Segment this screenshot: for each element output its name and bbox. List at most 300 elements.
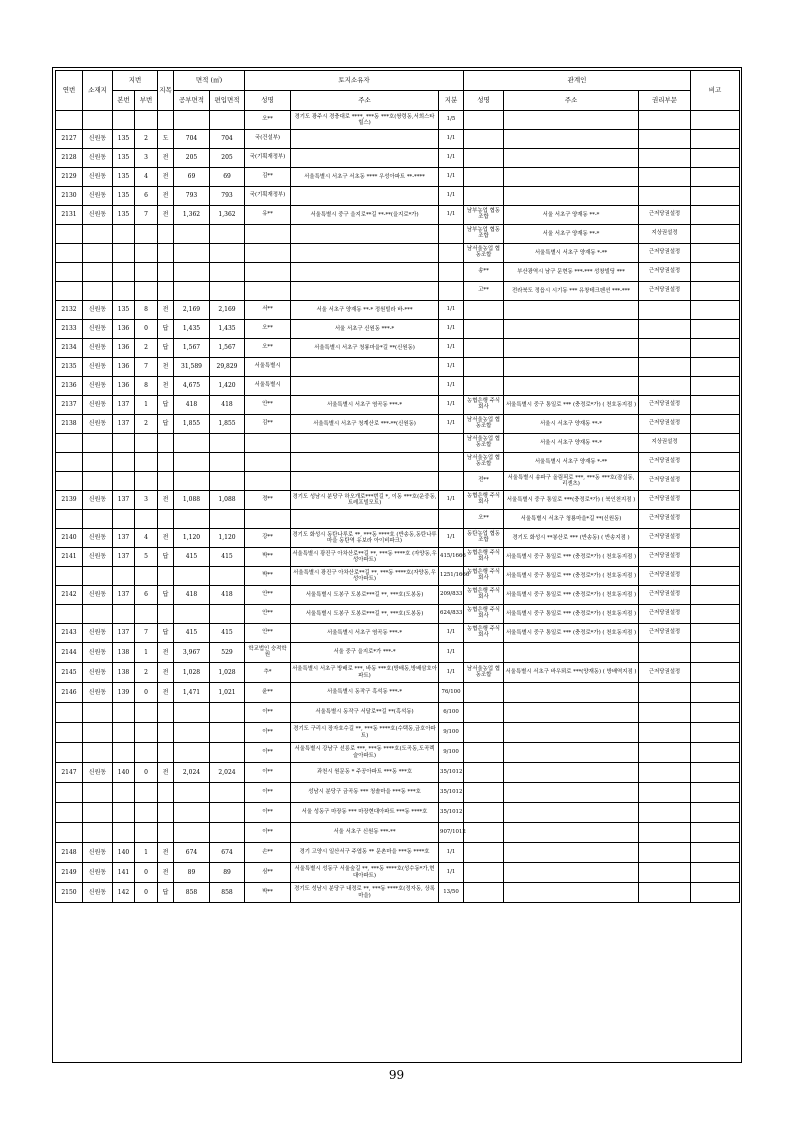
table-row xyxy=(56,111,740,130)
cell-party-name xyxy=(464,803,504,823)
cell-incorporated-area: 674 xyxy=(210,843,245,863)
cell-party-address: 서울특별시 중구 통일로 *** (충정로*가) ( 천호동지점 ) xyxy=(504,605,639,624)
cell-serial xyxy=(56,783,83,803)
cell-owner-address xyxy=(291,244,439,263)
cell-location: 신원동 xyxy=(83,377,113,396)
cell-party-address: 서울특별시 중구 통일로 *** (충정로*가) ( 천호동지점 ) xyxy=(504,624,639,643)
cell-owner-address xyxy=(291,377,439,396)
cell-party-address: 서울 서초구 양재동 **-* xyxy=(504,225,639,244)
cell-land-category xyxy=(158,567,174,586)
cell-owner-address: 과천시 원문동 * 주공아파트 ***동 ***호 xyxy=(291,763,439,783)
cell-land-category: 전 xyxy=(158,301,174,320)
table-row xyxy=(56,586,740,605)
cell-right-type xyxy=(639,301,691,320)
cell-incorporated-area xyxy=(210,723,245,743)
cell-owner-name: 정** xyxy=(245,491,291,510)
cell-party-name: 동탄농업 협동조합 xyxy=(464,529,504,548)
cell-share: 1/1 xyxy=(439,168,464,187)
cell-party-name xyxy=(464,743,504,763)
cell-party-name: 전** xyxy=(464,472,504,491)
cell-location: 신원동 xyxy=(83,529,113,548)
header-party-name: 성명 xyxy=(464,91,504,111)
cell-land-category xyxy=(158,225,174,244)
cell-land-category xyxy=(158,434,174,453)
cell-official-area: 418 xyxy=(174,396,210,415)
cell-party-name xyxy=(464,823,504,843)
cell-location xyxy=(83,510,113,529)
cell-serial xyxy=(56,567,83,586)
cell-party-address xyxy=(504,643,639,663)
cell-main-lot: 137 xyxy=(113,491,135,510)
cell-main-lot: 135 xyxy=(113,301,135,320)
cell-incorporated-area: 205 xyxy=(210,149,245,168)
cell-land-category: 전 xyxy=(158,683,174,703)
cell-right-type xyxy=(639,863,691,883)
cell-party-address xyxy=(504,723,639,743)
cell-serial xyxy=(56,244,83,263)
cell-party-name: 고** xyxy=(464,282,504,301)
cell-remarks xyxy=(691,605,740,624)
table-row xyxy=(56,339,740,358)
cell-share: 1/1 xyxy=(439,491,464,510)
cell-owner-name xyxy=(245,225,291,244)
cell-official-area xyxy=(174,453,210,472)
cell-right-type: 근저당권설정 xyxy=(639,491,691,510)
cell-share: 35/1012 xyxy=(439,803,464,823)
cell-location: 신원동 xyxy=(83,415,113,434)
table-row xyxy=(56,783,740,803)
table-row xyxy=(56,415,740,434)
cell-serial: 2136 xyxy=(56,377,83,396)
cell-sub-lot: 2 xyxy=(135,339,158,358)
cell-official-area: 704 xyxy=(174,130,210,149)
cell-share: 76/100 xyxy=(439,683,464,703)
cell-owner-name xyxy=(245,510,291,529)
cell-right-type xyxy=(639,111,691,130)
cell-incorporated-area xyxy=(210,803,245,823)
header-land-owner: 토지소유자 xyxy=(245,71,464,91)
cell-party-address xyxy=(504,743,639,763)
cell-owner-address: 서울특별시 중구 을지로**길 **-**(을지로*가) xyxy=(291,206,439,225)
cell-main-lot: 137 xyxy=(113,624,135,643)
cell-share: 1/1 xyxy=(439,358,464,377)
cell-owner-address: 서울특별시 도봉구 도봉로***길 **, ***호(도봉동) xyxy=(291,586,439,605)
cell-party-address xyxy=(504,339,639,358)
cell-party-address xyxy=(504,683,639,703)
cell-official-area xyxy=(174,282,210,301)
cell-official-area xyxy=(174,111,210,130)
cell-share: 35/1012 xyxy=(439,763,464,783)
cell-right-type xyxy=(639,763,691,783)
cell-remarks xyxy=(691,396,740,415)
cell-share: 35/1012 xyxy=(439,783,464,803)
cell-owner-name: 김** xyxy=(245,415,291,434)
cell-owner-name: 이** xyxy=(245,703,291,723)
cell-owner-name: 이** xyxy=(245,803,291,823)
cell-location: 신원동 xyxy=(83,491,113,510)
cell-incorporated-area xyxy=(210,783,245,803)
cell-owner-address: 서울특별시 서초구 청계산로 ***-**(신원동) xyxy=(291,415,439,434)
cell-official-area xyxy=(174,434,210,453)
cell-incorporated-area: 2,169 xyxy=(210,301,245,320)
cell-owner-address: 서울특별시 서초구 청룡마을*길 **(신원동) xyxy=(291,339,439,358)
cell-owner-name xyxy=(245,244,291,263)
cell-serial: 2137 xyxy=(56,396,83,415)
cell-serial: 2127 xyxy=(56,130,83,149)
cell-main-lot xyxy=(113,803,135,823)
cell-owner-address: 서울특별시 도봉구 도봉로***길 **, ***호(도봉동) xyxy=(291,605,439,624)
header-official-area: 공부면적 xyxy=(174,91,210,111)
cell-sub-lot xyxy=(135,605,158,624)
cell-party-name: 남부농업 협동조합 xyxy=(464,225,504,244)
header-owner-address: 주소 xyxy=(291,91,439,111)
table-row xyxy=(56,168,740,187)
header-land-category: 지목 xyxy=(158,71,174,111)
cell-incorporated-area xyxy=(210,453,245,472)
cell-owner-name: 박** xyxy=(245,567,291,586)
cell-incorporated-area xyxy=(210,111,245,130)
cell-main-lot: 135 xyxy=(113,149,135,168)
cell-location xyxy=(83,472,113,491)
cell-serial: 2134 xyxy=(56,339,83,358)
cell-remarks xyxy=(691,472,740,491)
cell-party-name xyxy=(464,703,504,723)
cell-party-name xyxy=(464,187,504,206)
cell-main-lot: 142 xyxy=(113,883,135,903)
cell-party-name xyxy=(464,883,504,903)
cell-serial xyxy=(56,225,83,244)
cell-party-address: 부산광역시 남구 문현동 ***-*** 성창빌딩 *** xyxy=(504,263,639,282)
cell-land-category: 답 xyxy=(158,396,174,415)
cell-incorporated-area xyxy=(210,244,245,263)
cell-right-type xyxy=(639,743,691,763)
cell-serial xyxy=(56,723,83,743)
cell-owner-address xyxy=(291,453,439,472)
cell-land-category: 전 xyxy=(158,168,174,187)
cell-serial: 2147 xyxy=(56,763,83,783)
cell-owner-name xyxy=(245,434,291,453)
cell-owner-name: 오** xyxy=(245,339,291,358)
cell-party-address xyxy=(504,187,639,206)
cell-owner-name: 박** xyxy=(245,548,291,567)
cell-remarks xyxy=(691,843,740,863)
cell-party-name: 농협은행 주식회사 xyxy=(464,548,504,567)
cell-share: 1/1 xyxy=(439,529,464,548)
cell-sub-lot: 0 xyxy=(135,863,158,883)
cell-right-type xyxy=(639,149,691,168)
cell-party-name xyxy=(464,643,504,663)
cell-remarks xyxy=(691,703,740,723)
cell-serial: 2130 xyxy=(56,187,83,206)
table-row xyxy=(56,491,740,510)
cell-official-area: 31,589 xyxy=(174,358,210,377)
cell-owner-address xyxy=(291,263,439,282)
cell-party-address xyxy=(504,320,639,339)
cell-share: 1/1 xyxy=(439,377,464,396)
cell-owner-address xyxy=(291,434,439,453)
cell-location xyxy=(83,703,113,723)
cell-location: 신원동 xyxy=(83,663,113,683)
cell-remarks xyxy=(691,586,740,605)
cell-owner-name: 안** xyxy=(245,624,291,643)
cell-party-name xyxy=(464,301,504,320)
cell-serial: 2133 xyxy=(56,320,83,339)
cell-serial xyxy=(56,605,83,624)
cell-remarks xyxy=(691,225,740,244)
table-row xyxy=(56,763,740,783)
cell-land-category xyxy=(158,723,174,743)
cell-party-name xyxy=(464,111,504,130)
cell-remarks xyxy=(691,743,740,763)
cell-sub-lot: 7 xyxy=(135,624,158,643)
cell-land-category xyxy=(158,472,174,491)
cell-location xyxy=(83,743,113,763)
cell-party-name xyxy=(464,863,504,883)
cell-remarks xyxy=(691,548,740,567)
cell-party-name: 오** xyxy=(464,510,504,529)
cell-right-type: 근저당권설정 xyxy=(639,586,691,605)
cell-right-type: 근저당권설정 xyxy=(639,244,691,263)
cell-owner-name: 손** xyxy=(245,843,291,863)
table-row xyxy=(56,863,740,883)
cell-share: 9/100 xyxy=(439,743,464,763)
cell-right-type xyxy=(639,168,691,187)
cell-serial xyxy=(56,472,83,491)
cell-main-lot xyxy=(113,453,135,472)
cell-official-area xyxy=(174,783,210,803)
cell-remarks xyxy=(691,491,740,510)
cell-remarks xyxy=(691,803,740,823)
table-row xyxy=(56,453,740,472)
cell-sub-lot xyxy=(135,111,158,130)
cell-main-lot: 137 xyxy=(113,548,135,567)
cell-owner-address: 성남시 분당구 금곡동 *** 청솔마을 ***동 ***호 xyxy=(291,783,439,803)
cell-right-type: 근저당권설정 xyxy=(639,472,691,491)
cell-incorporated-area xyxy=(210,605,245,624)
cell-party-name xyxy=(464,320,504,339)
cell-remarks xyxy=(691,377,740,396)
cell-land-category: 전 xyxy=(158,491,174,510)
cell-owner-name: 이** xyxy=(245,783,291,803)
cell-serial xyxy=(56,434,83,453)
cell-owner-name: 유** xyxy=(245,206,291,225)
cell-owner-name: 윤** xyxy=(245,683,291,703)
cell-official-area: 205 xyxy=(174,149,210,168)
cell-sub-lot: 8 xyxy=(135,377,158,396)
cell-owner-name: 오** xyxy=(245,111,291,130)
cell-party-name: 농협은행 주식회사 xyxy=(464,624,504,643)
cell-owner-address: 서울특별시 광진구 아차산로**길 **, ***동 ****호(자양동,우성아파트) xyxy=(291,567,439,586)
cell-sub-lot: 6 xyxy=(135,187,158,206)
cell-party-address: 서울 서초구 양재동 **-* xyxy=(504,206,639,225)
table-row xyxy=(56,225,740,244)
cell-land-category: 답 xyxy=(158,339,174,358)
cell-serial: 2128 xyxy=(56,149,83,168)
cell-right-type xyxy=(639,843,691,863)
cell-owner-address: 서울 성동구 마장동 *** 마장현대아파트 ***동 ****호 xyxy=(291,803,439,823)
cell-share xyxy=(439,453,464,472)
header-owner-name: 성명 xyxy=(245,91,291,111)
header-party-address: 주소 xyxy=(504,91,639,111)
cell-land-category: 전 xyxy=(158,863,174,883)
cell-share: 1/1 xyxy=(439,149,464,168)
cell-owner-name xyxy=(245,453,291,472)
cell-main-lot: 139 xyxy=(113,683,135,703)
cell-share: 1/1 xyxy=(439,663,464,683)
cell-right-type xyxy=(639,339,691,358)
land-table xyxy=(55,70,740,903)
cell-incorporated-area xyxy=(210,434,245,453)
cell-party-address: 경기도 화성시 **봉산로 *** (반송동) ( 반송지점 ) xyxy=(504,529,639,548)
cell-right-type xyxy=(639,643,691,663)
cell-official-area xyxy=(174,225,210,244)
cell-land-category: 전 xyxy=(158,663,174,683)
cell-remarks xyxy=(691,130,740,149)
cell-remarks xyxy=(691,883,740,903)
cell-main-lot: 135 xyxy=(113,187,135,206)
cell-main-lot: 135 xyxy=(113,206,135,225)
cell-location: 신원동 xyxy=(83,149,113,168)
cell-party-name: 남서울농업 협동조합 xyxy=(464,244,504,263)
cell-official-area: 89 xyxy=(174,863,210,883)
cell-location: 신원동 xyxy=(83,624,113,643)
cell-right-type xyxy=(639,187,691,206)
cell-owner-name: 이** xyxy=(245,763,291,783)
cell-owner-address: 서울특별시 동작구 흑석동 ***-* xyxy=(291,683,439,703)
cell-sub-lot: 0 xyxy=(135,683,158,703)
cell-right-type: 근저당권설정 xyxy=(639,206,691,225)
cell-official-area xyxy=(174,510,210,529)
cell-incorporated-area: 418 xyxy=(210,396,245,415)
cell-party-address: 서울특별시 중구 통일로 *** (충정로*가) ( 천호동지점 ) xyxy=(504,567,639,586)
cell-incorporated-area: 1,028 xyxy=(210,663,245,683)
cell-owner-name: 서** xyxy=(245,301,291,320)
cell-remarks xyxy=(691,206,740,225)
cell-right-type: 근저당권설정 xyxy=(639,415,691,434)
cell-owner-name: 이** xyxy=(245,743,291,763)
cell-owner-name: 서울특별시 xyxy=(245,377,291,396)
cell-incorporated-area xyxy=(210,703,245,723)
cell-land-category: 전 xyxy=(158,529,174,548)
cell-official-area: 1,855 xyxy=(174,415,210,434)
cell-owner-name xyxy=(245,263,291,282)
cell-sub-lot: 2 xyxy=(135,663,158,683)
cell-serial xyxy=(56,282,83,301)
cell-sub-lot xyxy=(135,472,158,491)
cell-party-address: 서울특별시 중구 통일로 *** (충정로*가) ( 천호동지점 ) xyxy=(504,548,639,567)
cell-main-lot xyxy=(113,743,135,763)
cell-land-category: 답 xyxy=(158,548,174,567)
cell-incorporated-area: 418 xyxy=(210,586,245,605)
cell-land-category: 답 xyxy=(158,586,174,605)
cell-share: 1/1 xyxy=(439,643,464,663)
cell-party-name xyxy=(464,763,504,783)
header-location: 소재지 xyxy=(83,71,113,111)
cell-land-category xyxy=(158,510,174,529)
header-sub-lot: 부번 xyxy=(135,91,158,111)
cell-incorporated-area: 29,829 xyxy=(210,358,245,377)
cell-share: 624/833 xyxy=(439,605,464,624)
cell-incorporated-area: 1,021 xyxy=(210,683,245,703)
cell-location xyxy=(83,823,113,843)
cell-remarks xyxy=(691,823,740,843)
cell-sub-lot xyxy=(135,803,158,823)
table-row xyxy=(56,434,740,453)
cell-location xyxy=(83,111,113,130)
cell-land-category: 답 xyxy=(158,320,174,339)
cell-party-address: 서울특별시 서초구 양재동 *-** xyxy=(504,244,639,263)
cell-incorporated-area: 415 xyxy=(210,548,245,567)
cell-main-lot: 141 xyxy=(113,863,135,883)
cell-incorporated-area xyxy=(210,823,245,843)
cell-sub-lot: 8 xyxy=(135,301,158,320)
cell-remarks xyxy=(691,567,740,586)
cell-sub-lot xyxy=(135,567,158,586)
cell-owner-name: 추* xyxy=(245,663,291,683)
cell-location: 신원동 xyxy=(83,396,113,415)
page-number: 99 xyxy=(388,1068,405,1082)
cell-party-name xyxy=(464,843,504,863)
cell-owner-address xyxy=(291,130,439,149)
cell-serial xyxy=(56,510,83,529)
cell-sub-lot: 4 xyxy=(135,168,158,187)
cell-serial: 2148 xyxy=(56,843,83,863)
cell-location xyxy=(83,783,113,803)
table-row xyxy=(56,358,740,377)
cell-main-lot xyxy=(113,510,135,529)
cell-share: 1/1 xyxy=(439,624,464,643)
cell-right-type xyxy=(639,723,691,743)
cell-owner-address: 경기도 구리시 장자호수길 **, ***동 ****호(수택동,금호아파트) xyxy=(291,723,439,743)
cell-official-area: 415 xyxy=(174,548,210,567)
cell-location: 신원동 xyxy=(83,586,113,605)
cell-incorporated-area xyxy=(210,510,245,529)
table-row xyxy=(56,301,740,320)
cell-official-area: 1,435 xyxy=(174,320,210,339)
cell-owner-address: 경기도 성남시 분당구 하오개로***번길 *, 이동 ***호(운중동, 트레프빌모트) xyxy=(291,491,439,510)
cell-owner-address: 서울 중구 을지로*가 ***-* xyxy=(291,643,439,663)
cell-land-category: 답 xyxy=(158,883,174,903)
cell-sub-lot xyxy=(135,263,158,282)
cell-owner-address xyxy=(291,149,439,168)
cell-main-lot: 136 xyxy=(113,339,135,358)
cell-serial: 2143 xyxy=(56,624,83,643)
cell-serial: 2142 xyxy=(56,586,83,605)
cell-share: 1/1 xyxy=(439,415,464,434)
table-row xyxy=(56,883,740,903)
table-row xyxy=(56,723,740,743)
cell-owner-address: 서울특별시 광진구 아차산로**길 **, ***동 ****호 (자양동,우성아파트) xyxy=(291,548,439,567)
cell-official-area: 2,024 xyxy=(174,763,210,783)
cell-right-type: 근저당권설정 xyxy=(639,605,691,624)
cell-land-category: 전 xyxy=(158,843,174,863)
cell-share: 1/1 xyxy=(439,339,464,358)
table-row xyxy=(56,548,740,567)
cell-right-type: 근저당권설정 xyxy=(639,624,691,643)
cell-main-lot: 137 xyxy=(113,529,135,548)
cell-owner-name: 박** xyxy=(245,883,291,903)
cell-party-name xyxy=(464,783,504,803)
cell-right-type xyxy=(639,358,691,377)
cell-incorporated-area xyxy=(210,282,245,301)
cell-right-type xyxy=(639,320,691,339)
cell-right-type: 지상권설정 xyxy=(639,225,691,244)
cell-location xyxy=(83,605,113,624)
cell-party-address xyxy=(504,149,639,168)
cell-share: 1/1 xyxy=(439,301,464,320)
cell-right-type xyxy=(639,377,691,396)
cell-owner-name: 안** xyxy=(245,396,291,415)
